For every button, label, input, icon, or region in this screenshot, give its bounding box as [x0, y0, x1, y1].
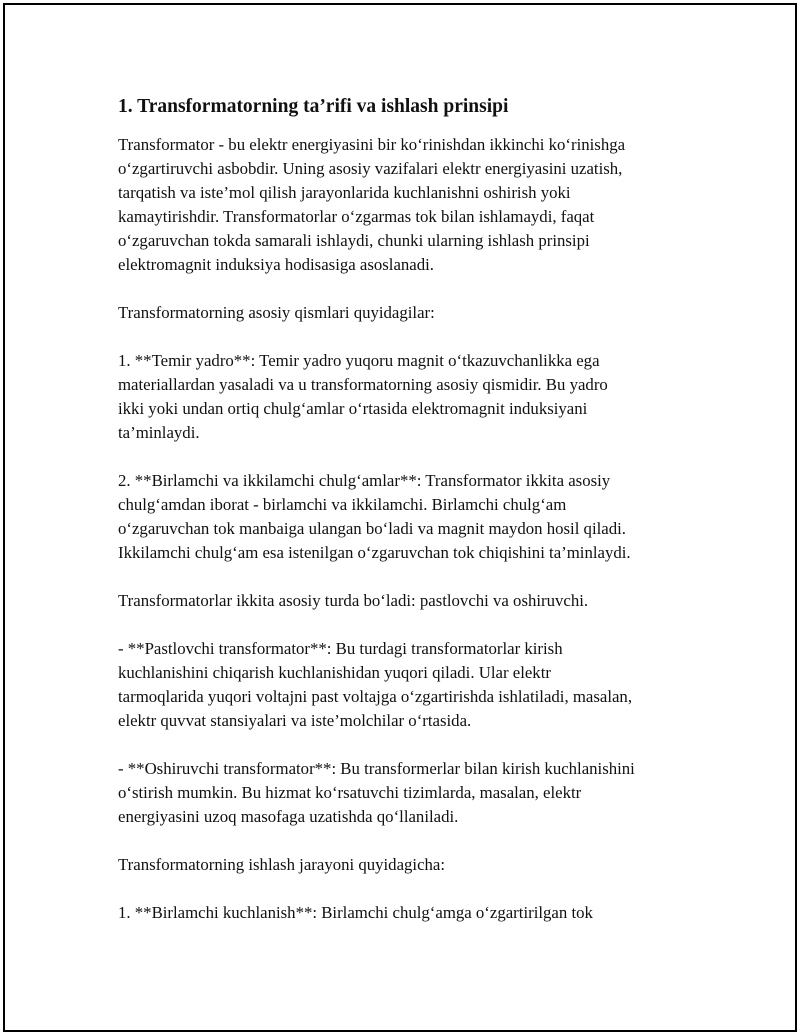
paragraph-step-up — [118, 757, 708, 829]
paragraph-iron-core — [118, 349, 708, 445]
text-line: o‘zgartiruvchi asbobdir. Uning asosiy vazifalari elektr energiyasini uzatish, — [118, 159, 623, 178]
paragraph-parts-intro — [118, 301, 708, 325]
text-line: o‘zgaruvchan tok manbaiga ulangan bo‘ladi va magnit maydon hosil qiladi. — [118, 519, 626, 538]
text-line: 2. **Birlamchi va ikkilamchi chulg‘amlar**: Transformator ikkita asosiy — [118, 471, 611, 490]
paragraph-spacer — [118, 445, 708, 469]
text-line: elektromagnit induksiya hodisasiga asoslanadi. — [118, 255, 434, 274]
text-line: o‘zgaruvchan tokda samarali ishlaydi, chunki ularning ishlash prinsipi — [118, 231, 590, 250]
page-content — [118, 94, 708, 925]
text-line: Ikkilamchi chulg‘am esa istenilgan o‘zgaruvchan tok chiqishini ta’minlaydi. — [118, 543, 631, 562]
text-line: - **Pastlovchi transformator**: Bu turdagi transformatorlar kirish — [118, 639, 563, 658]
text-line: 1. **Birlamchi kuchlanish**: Birlamchi chulg‘amga o‘zgartirilgan tok — [118, 903, 593, 922]
text-line: materiallardan yasaladi va u transformatorning asosiy qismidir. Bu yadro — [118, 375, 608, 394]
text-line: o‘stirish mumkin. Bu hizmat ko‘rsatuvchi tizimlarda, masalan, elektr — [118, 783, 582, 802]
paragraph-spacer — [118, 613, 708, 637]
text-line: tarmoqlarida yuqori voltajni past voltajga o‘zgartirishda ishlatiladi, masalan, — [118, 687, 633, 706]
document-title: 1. Transformatorning ta’rifi va ishlash prinsipi — [118, 96, 509, 117]
text-line: kamaytirishdir. Transformatorlar o‘zgarmas tok bilan ishlamaydi, faqat — [118, 207, 595, 226]
text-line: energiyasini uzoq masofaga uzatishda qo‘llaniladi. — [118, 807, 459, 826]
text-line: kuchlanishini chiqarish kuchlanishidan yuqori qiladi. Ular elektr — [118, 663, 551, 682]
text-line: Transformatorning ishlash jarayoni quyidagicha: — [118, 855, 446, 874]
paragraph-spacer — [118, 565, 708, 589]
text-line: Transformatorning asosiy qismlari quyidagilar: — [118, 303, 435, 322]
paragraph-process-intro — [118, 853, 708, 877]
text-line: chulg‘amdan iborat - birlamchi va ikkilamchi. Birlamchi chulg‘am — [118, 495, 567, 514]
paragraph-step-down — [118, 637, 708, 733]
paragraph-primary-voltage — [118, 901, 708, 925]
text-line: ta’minlaydi. — [118, 423, 200, 442]
paragraph-definition — [118, 133, 708, 277]
text-line: Transformatorlar ikkita asosiy turda bo‘ladi: pastlovchi va oshiruvchi. — [118, 591, 589, 610]
text-line: - **Oshiruvchi transformator**: Bu transformerlar bilan kirish kuchlanishini — [118, 759, 635, 778]
text-line: 1. **Temir yadro**: Temir yadro yuqoru magnit o‘tkazuvchanlikka ega — [118, 351, 600, 370]
text-line: tarqatish va iste’mol qilish jarayonlarida kuchlanishni oshirish yoki — [118, 183, 571, 202]
paragraph-spacer — [118, 325, 708, 349]
paragraph-types-intro — [118, 589, 708, 613]
paragraph-spacer — [118, 733, 708, 757]
paragraph-spacer — [118, 277, 708, 301]
text-line: ikki yoki undan ortiq chulg‘amlar o‘rtasida elektromagnit induksiyani — [118, 399, 588, 418]
paragraph-spacer — [118, 829, 708, 853]
paragraph-windings — [118, 469, 708, 565]
paragraph-spacer — [118, 877, 708, 901]
text-line: elektr quvvat stansiyalari va iste’molchilar o‘rtasida. — [118, 711, 472, 730]
text-line: Transformator - bu elektr energiyasini bir ko‘rinishdan ikkinchi ko‘rinishga — [118, 135, 626, 154]
